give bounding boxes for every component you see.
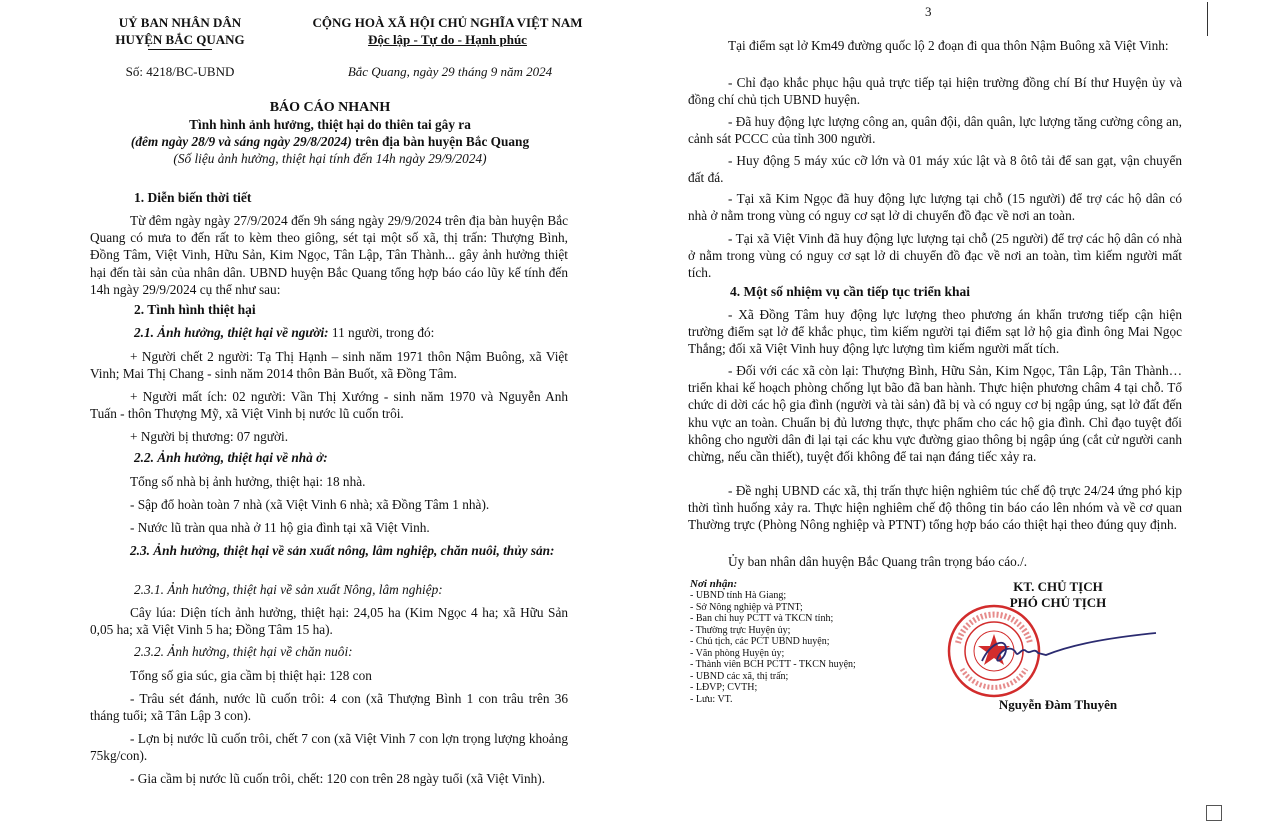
recipient-item: - Thường trực Huyện ủy; <box>690 624 791 636</box>
right-para5: - Tại xã Kim Ngọc đã huy động lực lượng tại chỗ (15 người) để trợ các hộ dân có nhà ở nằm trong vùng có nguy cơ sạt lở di chuyển đồ đạc về nơi an toàn. <box>688 191 1182 224</box>
section1-paragraph: Từ đêm ngày ngày 27/9/2024 đến 9h sáng ngày 29/9/2024 trên địa bàn huyện Bắc Quang có mưa to đến rất to kèm theo giông, sét tại một số xã, thị trấn: Thượng Bình, Đồng Tâm, Việt Vinh, Hữu Sản, Kim Ngọc, Tân Lập, Tân Thành... gây ảnh hưởng thiệt hại đến tài sản của nhân dân. UBND huyện Bắc Quang tổng hợp báo cáo lũy kế tính đến 14h ngày 29/9/2024 cụ thể như sau: <box>90 213 568 297</box>
page-edge-line <box>1207 2 1208 36</box>
report-title: BÁO CÁO NHANH <box>269 100 391 115</box>
section22-title: 2.2. Ảnh hưởng, thiệt hại về nhà ở: <box>134 450 328 465</box>
section23-title: 2.3. Ảnh hưởng, thiệt hại về sản xuất nông, lâm nghiệp, chăn nuôi, thủy sản: <box>130 543 555 558</box>
section21-count: 11 người, trong đó: <box>328 325 435 340</box>
report-subtitle3: (Số liệu ảnh hưởng, thiệt hại tính đến 14h ngày 29/9/2024) <box>173 151 487 166</box>
section232-total: Tổng số gia súc, gia cầm bị thiệt hại: 128 con <box>130 668 372 683</box>
date-place: Bắc Quang, ngày 29 tháng 9 năm 2024 <box>347 64 553 79</box>
recipient-item: - Văn phòng Huyện ủy; <box>690 647 785 659</box>
nation-header <box>295 14 600 48</box>
recipient-item: - Sở Nông nghiệp và PTNT; <box>690 601 803 613</box>
right-para2: - Chỉ đạo khắc phục hậu quả trực tiếp tại hiện trường đồng chí Bí thư Huyện ủy và đồng chí chủ tịch UBND huyện. <box>688 75 1182 108</box>
right-para8: - Đối với các xã còn lại: Thượng Bình, Hữu Sản, Kim Ngọc, Tân Lập, Tân Thành…triển khai kế hoạch phòng chống lụt bão đã ban hành. Thực hiện phương châm 4 tại chỗ. Tổ chức di dời các hộ gia đình (người và tài sản) đã bị và có nguy cơ bị ngập úng, sạt lở đất đến khu vực an toàn. Chuẩn bị đủ lương thực, thực phẩm cho các hộ gia đình. Chỉ đạo tuyệt đối không cho người dân đi lại tại các khu vực đường giao thông bị ngập úng (cắt cử người canh chừng, nếu cần thiết), tuyệt đối không để tai nạn đáng tiếc xảy ra. <box>688 363 1182 465</box>
section22-total: Tổng số nhà bị ảnh hưởng, thiệt hại: 18 nhà. <box>130 474 366 489</box>
section232-title: 2.3.2. Ảnh hưởng, thiệt hại về chăn nuôi: <box>134 644 353 659</box>
right-para1: Tại điểm sạt lở Km49 đường quốc lộ 2 đoạn đi qua thôn Nậm Buông xã Việt Vinh: <box>728 38 1169 53</box>
recipients-block <box>690 578 920 705</box>
recipient-item: - Thành viên BCH PCTT - TKCN huyện; <box>690 659 856 670</box>
section22-flood: - Nước lũ tràn qua nhà ở 11 hộ gia đình tại xã Việt Vinh. <box>130 520 430 535</box>
right-para9: - Đề nghị UBND các xã, thị trấn thực hiện nghiêm túc chế độ trực 24/24 ứng phó kịp thời tình huống xảy ra. Thực hiện nghiêm chế độ thông tin báo cáo lên nhóm và về cơ quan Thường trực (Phòng Nông nghiệp và PTNT) tổng hợp báo cáo thiệt hại theo đúng quy định. <box>688 483 1182 533</box>
section21-missing: + Người mất ích: 02 người: Vần Thị Xướng - sinh năm 1970 và Nguyễn Anh Tuấn - thôn Thượng Mỹ, xã Việt Vinh bị nước lũ cuốn trôi. <box>90 389 568 422</box>
right-para3: - Đã huy động lực lượng công an, quân đội, dân quân, lực lượng tăng cường công an, cảnh sát PCCC của tỉnh 300 người. <box>688 114 1182 147</box>
right-page <box>688 0 1184 827</box>
report-subtitle2-italic: (đêm ngày 28/9 và sáng ngày 29/8/2024) <box>130 134 352 149</box>
left-page <box>90 0 583 827</box>
section21-title <box>134 325 434 341</box>
agency-line1: UỶ BAN NHÂN DÂN <box>118 15 242 30</box>
signature-title1: KT. CHỦ TỊCH <box>1013 579 1103 594</box>
recipient-item: - Ban chỉ huy PCTT và TKCN tỉnh; <box>690 613 834 624</box>
agency-underline <box>148 49 212 50</box>
right-para6: - Tại xã Việt Vinh đã huy động lực lượng tại chỗ (25 người) để trợ các hộ dân có nhà ở nằm trong vùng có nguy cơ sạt lở di chuyển đồ đạc về nơi an toàn, tìm kiếm người mất tích. <box>688 231 1182 281</box>
agency-header <box>90 14 270 50</box>
doc-number: Số: 4218/BC-UBND <box>125 64 235 79</box>
recipient-item: - Chủ tịch, các PCT UBND huyện; <box>690 636 830 647</box>
section21-injured: + Người bị thương: 07 người. <box>130 429 289 444</box>
recipients-title: Nơi nhận: <box>690 578 738 590</box>
closing-line: Ủy ban nhân dân huyện Bắc Quang trân trọng báo cáo./. <box>728 554 1028 569</box>
report-subtitle2-rest: trên địa bàn huyện Bắc Quang <box>351 134 530 149</box>
official-seal-and-signature <box>946 603 1166 699</box>
recipient-item: - UBND các xã, thị trấn; <box>690 670 789 682</box>
agency-line2: HUYỆN BẮC QUANG <box>115 32 245 47</box>
section232-buffalo: - Trâu sét đánh, nước lũ cuốn trôi: 4 con (xã Thượng Bình 1 con trâu trên 36 tháng tuổi; xã Tân Lập 3 con). <box>90 691 568 724</box>
section2-title: 2. Tình hình thiệt hại <box>134 302 256 317</box>
section4-title: 4. Một số nhiệm vụ cần tiếp tục triển khai <box>730 284 971 299</box>
section21-heading: 2.1. Ảnh hưởng, thiệt hại về người: <box>134 325 329 340</box>
section21-dead: + Người chết 2 người: Tạ Thị Hạnh – sinh năm 1971 thôn Nậm Buông, xã Việt Vinh; Mai Thị Chang - sinh năm 2014 thôn Bản Buốt, xã Đồng Tâm. <box>90 349 568 382</box>
recipient-item: - UBND tỉnh Hà Giang; <box>690 590 787 601</box>
recipient-item: - Lưu: VT. <box>690 693 733 705</box>
section1-title: 1. Diễn biến thời tiết <box>134 190 252 205</box>
section231-title: 2.3.1. Ảnh hưởng, thiệt hại về sản xuất Nông, lâm nghiệp: <box>134 582 443 597</box>
section232-pig: - Lợn bị nước lũ cuốn trôi, chết 7 con (xã Việt Vinh 7 con lợn trọng lượng khoảng 75kg/con). <box>90 731 568 764</box>
section231-text: Cây lúa: Diện tích ảnh hưởng, thiệt hại: 24,05 ha (Kim Ngọc 4 ha; xã Hữu Sản 0,05 ha; xã Việt Vinh 5 ha; Đồng Tâm 15 ha). <box>90 605 568 638</box>
section232-poultry: - Gia cầm bị nước lũ cuốn trôi, chết: 120 con trên 28 ngày tuổi (xã Việt Vinh). <box>130 771 546 786</box>
report-subtitle2 <box>90 134 570 150</box>
nation-line2: Độc lập - Tự do - Hạnh phúc <box>368 32 527 47</box>
recipient-item: - LĐVP; CVTH; <box>690 682 758 693</box>
report-subtitle1: Tình hình ảnh hưởng, thiệt hại do thiên tai gây ra <box>189 117 471 132</box>
page-number: 3 <box>925 4 932 19</box>
nation-line1: CỘNG HOÀ XÃ HỘI CHỦ NGHĨA VIỆT NAM <box>312 15 583 30</box>
signer-name: Nguyễn Đàm Thuyên <box>998 697 1118 712</box>
section22-collapse: - Sập đổ hoàn toàn 7 nhà (xã Việt Vinh 6 nhà; xã Đồng Tâm 1 nhà). <box>130 497 490 512</box>
selection-checkbox[interactable] <box>1206 805 1222 821</box>
right-para7: - Xã Đồng Tâm huy động lực lượng theo phương án khẩn trương tiếp cận hiện trường điểm sạt lở để khắc phục, tìm kiếm người tại điểm sạt lở hộ gia đình ông Mai Ngọc Thắng; đối xã Việt Vinh huy động lực lượng tìm kiếm người mất tích. <box>688 307 1182 357</box>
signature-title2: PHÓ CHỦ TỊCH <box>1009 595 1107 610</box>
right-para4: - Huy động 5 máy xúc cỡ lớn và 01 máy xúc lật và 8 ôtô tải để san gạt, vận chuyển đất đá. <box>688 153 1182 186</box>
